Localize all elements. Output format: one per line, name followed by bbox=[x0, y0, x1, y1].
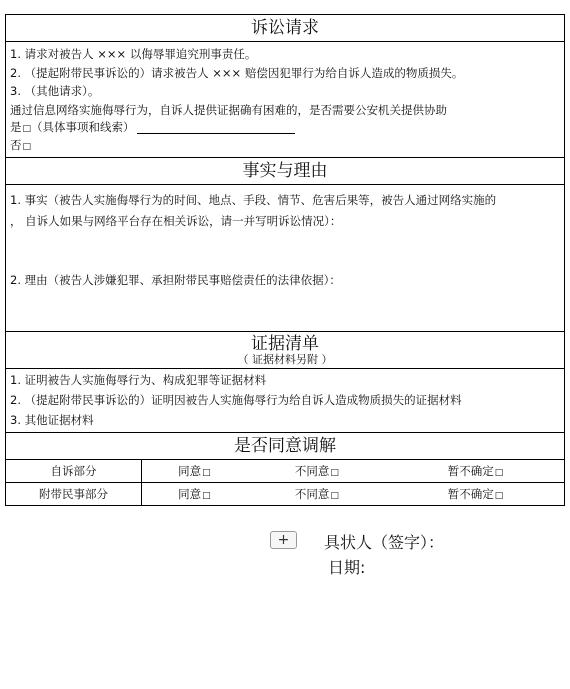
assist-yes-option[interactable] bbox=[10, 119, 560, 137]
claims-section bbox=[5, 14, 565, 157]
unsure-checkbox[interactable] bbox=[494, 464, 504, 478]
agree-option[interactable]: 同意 □ bbox=[142, 483, 247, 506]
signer-label: 具状人（签字）： bbox=[324, 533, 445, 552]
claim-item-3: 3. （其他请求）。 bbox=[10, 84, 100, 98]
agree-checkbox[interactable] bbox=[201, 464, 211, 478]
mediation-title: 是否同意调解 bbox=[234, 436, 336, 456]
claims-title: 诉讼请求 bbox=[251, 18, 319, 38]
mediation-row-label: 附带民事部分 bbox=[6, 483, 142, 506]
evidence-item-3: 3. 其他证据材料 bbox=[10, 413, 94, 427]
facts-blank-area[interactable] bbox=[6, 232, 564, 270]
yes-label: 是 bbox=[10, 120, 22, 134]
facts-line-1: 1. 事实（被告人实施侮辱行为的时间、地点、手段、情节、危害后果等，被告人通过网络实施的 bbox=[10, 193, 497, 207]
disagree-checkbox[interactable] bbox=[329, 487, 339, 501]
mediation-row-label: 自诉部分 bbox=[6, 460, 142, 483]
facts-section bbox=[5, 157, 565, 331]
disagree-checkbox[interactable] bbox=[329, 464, 339, 478]
mediation-row-civil bbox=[6, 483, 564, 506]
claim-item-2: 2. （提起附带民事诉讼的）请求被告人 ××× 赔偿因犯罪行为给自诉人造成的物质损失。 bbox=[10, 65, 464, 80]
unsure-option[interactable]: 暂不确定 □ bbox=[387, 460, 564, 483]
evidence-item-1: 1. 证明被告人实施侮辱行为、构成犯罪等证据材料 bbox=[10, 373, 267, 387]
reason-line: 2. 理由（被告人涉嫌犯罪、承担附带民事赔偿责任的法律依据）： bbox=[10, 273, 341, 287]
evidence-subtitle: （ 证据材料另附 ） bbox=[237, 353, 333, 366]
yes-detail: （具体事项和线索） bbox=[31, 120, 135, 134]
network-assist-question: 通过信息网络实施侮辱行为，自诉人提供证据确有困难的，是否需要公安机关提供协助 bbox=[10, 102, 447, 117]
evidence-item-2: 2. （提起附带民事诉讼的）证明因被告人实施侮辱行为给自诉人造成物质损失的证据材料 bbox=[10, 393, 462, 407]
disagree-option[interactable]: 不同意 □ bbox=[247, 483, 387, 506]
facts-title: 事实与理由 bbox=[242, 161, 328, 181]
disagree-option[interactable]: 不同意 □ bbox=[247, 460, 387, 483]
evidence-title: 证据清单 bbox=[251, 334, 319, 354]
claim-item-1: 1. 请求对被告人 ××× 以侮辱罪追究刑事责任。 bbox=[10, 47, 257, 61]
evidence-section bbox=[5, 331, 565, 432]
mediation-section bbox=[5, 432, 565, 506]
date-label: 日期: bbox=[328, 558, 366, 577]
add-signature-button[interactable]: + bbox=[270, 531, 297, 549]
yes-detail-blank[interactable] bbox=[137, 120, 295, 134]
unsure-checkbox[interactable] bbox=[494, 487, 504, 501]
unsure-option[interactable]: 暂不确定 □ bbox=[387, 483, 564, 506]
assist-no-option[interactable] bbox=[10, 137, 560, 155]
agree-option[interactable]: 同意 □ bbox=[142, 460, 247, 483]
mediation-table bbox=[6, 459, 564, 505]
facts-line-2: ， 自诉人如果与网络平台存在相关诉讼，请一并写明诉讼情况）： bbox=[10, 214, 342, 228]
agree-checkbox[interactable] bbox=[201, 487, 211, 501]
yes-checkbox[interactable] bbox=[22, 120, 32, 134]
no-checkbox[interactable] bbox=[22, 138, 32, 152]
complaint-form bbox=[5, 14, 565, 506]
no-label: 否 bbox=[10, 138, 22, 152]
mediation-row-private bbox=[6, 460, 564, 483]
